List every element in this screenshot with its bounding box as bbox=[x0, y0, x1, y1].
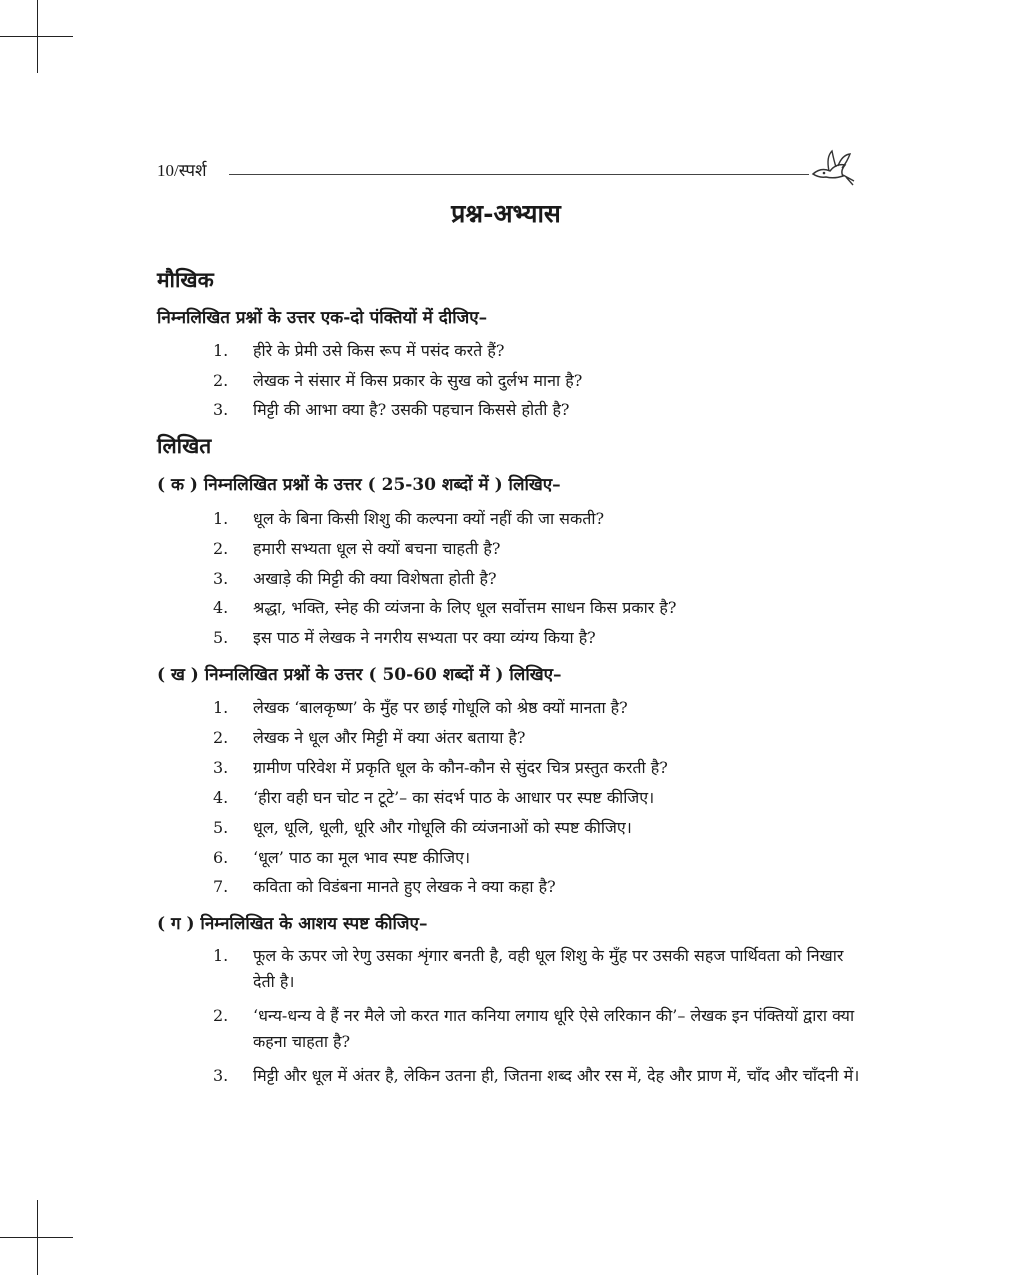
question-number: 2. bbox=[213, 1006, 229, 1025]
list-item bbox=[213, 815, 863, 841]
question-text: हमारी सभ्यता धूल से क्यों बचना चाहती है? bbox=[253, 539, 501, 558]
section-heading-maukhik: मौखिक bbox=[157, 267, 214, 292]
question-number: 4. bbox=[213, 788, 229, 807]
question-text: अखाड़े की मिट्टी की क्या विशेषता होती है? bbox=[253, 569, 497, 588]
list-item bbox=[213, 338, 863, 364]
likhit-kha-instruction: ( ख ) निम्नलिखित प्रश्नों के उत्तर ( 50-60 शब्दों में ) लिखिए– bbox=[157, 665, 562, 685]
question-text: धूल, धूलि, धूली, धूरि और गोधूलि की व्यंजनाओं को स्पष्ट कीजिए। bbox=[253, 818, 632, 837]
question-number: 6. bbox=[213, 848, 229, 867]
list-item bbox=[213, 845, 863, 871]
question-number: 2. bbox=[213, 371, 229, 390]
question-number: 5. bbox=[213, 818, 229, 837]
question-text: लेखक ने संसार में किस प्रकार के सुख को दुर्लभ माना है? bbox=[253, 371, 583, 390]
list-item bbox=[213, 368, 863, 394]
question-text: हीरे के प्रेमी उसे किस रूप में पसंद करते हैं? bbox=[253, 341, 505, 360]
question-text: कविता को विडंबना मानते हुए लेखक ने क्या कहा है? bbox=[253, 877, 556, 896]
question-text: फूल के ऊपर जो रेणु उसका शृंगार बनती है, वही धूल शिशु के मुँह पर उसकी सहज पार्थिवता को निखार देती है। bbox=[253, 946, 844, 991]
question-number: 1. bbox=[213, 698, 229, 717]
question-number: 1. bbox=[213, 341, 229, 360]
list-item bbox=[213, 506, 863, 532]
question-text: लेखक ने धूल और मिट्टी में क्या अंतर बताया है? bbox=[253, 728, 526, 747]
list-item bbox=[213, 874, 863, 900]
question-text: ग्रामीण परिवेश में प्रकृति धूल के कौन-कौन से सुंदर चित्र प्रस्तुत करती है? bbox=[253, 758, 668, 777]
question-number: 5. bbox=[213, 628, 229, 647]
question-number: 2. bbox=[213, 539, 229, 558]
question-text: ‘धूल’ पाठ का मूल भाव स्पष्ट कीजिए। bbox=[253, 848, 471, 867]
page-title: प्रश्न-अभ्यास bbox=[451, 199, 561, 228]
question-number: 1. bbox=[213, 509, 229, 528]
list-item bbox=[213, 536, 863, 562]
list-item bbox=[213, 625, 863, 651]
question-text: इस पाठ में लेखक ने नगरीय सभ्यता पर क्या व्यंग्य किया है? bbox=[253, 628, 596, 647]
list-item bbox=[213, 1003, 863, 1055]
list-item bbox=[213, 397, 863, 423]
question-number: 3. bbox=[213, 400, 229, 419]
list-item bbox=[213, 755, 863, 781]
question-number: 2. bbox=[213, 728, 229, 747]
likhit-ga-instruction: ( ग ) निम्नलिखित के आशय स्पष्ट कीजिए– bbox=[157, 914, 428, 934]
question-text: श्रद्धा, भक्ति, स्नेह की व्यंजना के लिए धूल सर्वोत्तम साधन किस प्रकार है? bbox=[253, 598, 677, 617]
bird-emblem-icon bbox=[809, 148, 859, 188]
question-text: ‘हीरा वही घन चोट न टूटे’– का संदर्भ पाठ के आधार पर स्पष्ट कीजिए। bbox=[253, 788, 655, 807]
question-number: 3. bbox=[213, 758, 229, 777]
question-text: धूल के बिना किसी शिशु की कल्पना क्यों नहीं की जा सकती? bbox=[253, 509, 605, 528]
running-header bbox=[157, 148, 867, 188]
question-text: लेखक ‘बालकृष्ण’ के मुँह पर छाई गोधूलि को श्रेष्ठ क्यों मानता है? bbox=[253, 698, 628, 717]
question-number: 3. bbox=[213, 1066, 229, 1085]
question-number: 1. bbox=[213, 946, 229, 965]
question-number: 3. bbox=[213, 569, 229, 588]
page-reference: 10/स्पर्श bbox=[157, 161, 207, 180]
list-item bbox=[213, 725, 863, 751]
list-item bbox=[213, 1063, 863, 1089]
crop-mark-bottom-horizontal bbox=[0, 1237, 73, 1238]
crop-mark-top-horizontal bbox=[0, 36, 73, 37]
question-number: 7. bbox=[213, 877, 229, 896]
maukhik-instruction: निम्नलिखित प्रश्नों के उत्तर एक-दो पंक्तियों में दीजिए– bbox=[157, 308, 488, 328]
list-item bbox=[213, 785, 863, 811]
section-heading-likhit: लिखित bbox=[157, 433, 212, 458]
list-item bbox=[213, 566, 863, 592]
list-item bbox=[213, 695, 863, 721]
question-text: मिट्टी की आभा क्या है? उसकी पहचान किससे होती है? bbox=[253, 400, 570, 419]
list-item bbox=[213, 595, 863, 621]
list-item bbox=[213, 943, 863, 995]
question-text: मिट्टी और धूल में अंतर है, लेकिन उतना ही, जितना शब्द और रस में, देह और प्राण में, चाँद और चाँदनी में। bbox=[253, 1066, 860, 1085]
question-number: 4. bbox=[213, 598, 229, 617]
header-rule bbox=[229, 174, 809, 175]
question-text: ‘धन्य-धन्य वे हैं नर मैले जो करत गात कनिया लगाय धूरि ऐसे लरिकान की’– लेखक इन पंक्तियों द्वारा क्या कहना चाहता है? bbox=[253, 1006, 855, 1051]
likhit-ka-instruction: ( क ) निम्नलिखित प्रश्नों के उत्तर ( 25-30 शब्दों में ) लिखिए– bbox=[157, 475, 561, 495]
